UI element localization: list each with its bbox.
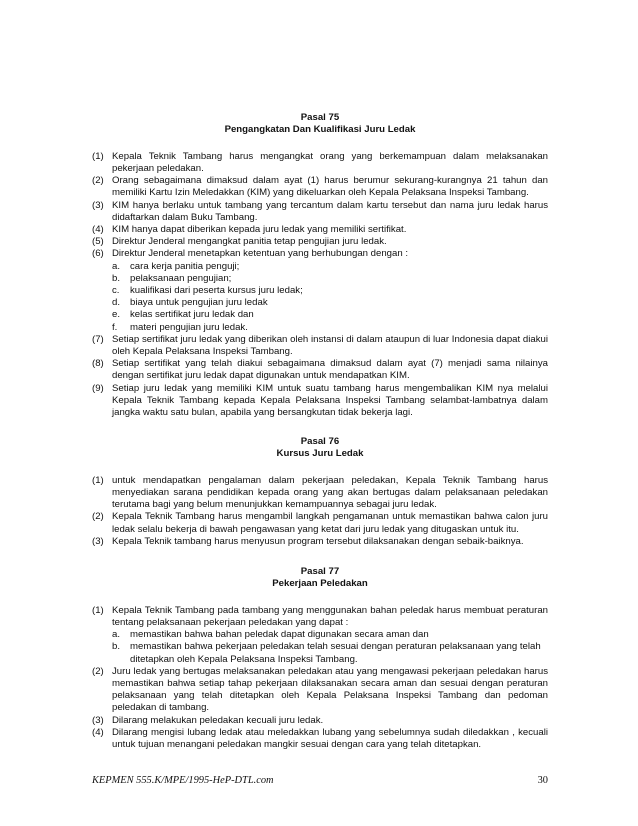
sub-item: f. materi pengujian juru ledak. [112, 321, 248, 333]
sub-item: a. cara kerja panitia penguji; [112, 260, 240, 272]
list-item: (4) Dilarang mengisi lubang ledak atau meledakkan lubang yang sebelumnya sudah diledakkan , kecuali untuk tujuan menangani peledakan mangkir sesuai dengan cara yang telah ditetapkan. [92, 726, 548, 751]
footer-source: KEPMEN 555.K/MPE/1995-HeP-DTL.com [92, 775, 274, 786]
pasal-77-subtitle: Pekerjaan Peledakan [272, 578, 368, 590]
list-item: (7) Setiap sertifikat juru ledak yang diberikan oleh instansi di dalam ataupun di luar Indonesia dapat diakui oleh Kepala Pelaksana Inspeksi Tambang. [92, 333, 548, 358]
pasal-75-section [92, 112, 548, 419]
list-item: (1) Kepala Teknik Tambang harus mengangkat orang yang berkemampuan dalam melaksanakan pekerjaan peledakan. [92, 150, 548, 175]
sub-item: e. kelas sertifikat juru ledak dan [112, 309, 254, 321]
pasal-75-subtitle: Pengangkatan Dan Kualifikasi Juru Ledak [224, 124, 416, 136]
list-item: (5) Direktur Jenderal mengangkat panitia tetap pengujian juru ledak. [92, 236, 387, 248]
pasal-76-section [92, 436, 548, 548]
pasal-77-section [92, 566, 548, 751]
list-item: (3) Dilarang melakukan peledakan kecuali juru ledak. [92, 714, 324, 726]
sub-item: a. memastikan bahwa bahan peledak dapat digunakan secara aman dan [112, 629, 429, 641]
sub-item: b. memastikan bahwa pekerjaan peledakan telah sesuai dengan peraturan pelaksanaan yang telah ditetapkan oleh Kepala Pelaksana Inspeksi Tambang. [112, 641, 541, 665]
list-item: (4) KIM hanya dapat diberikan kepada juru ledak yang memiliki sertifikat. [92, 224, 407, 236]
list-item: (1) untuk mendapatkan pengalaman dalam pekerjaan peledakan, Kepala Teknik Tambang harus menyediakan sarana pendidikan kepada orang yang akan bertugas dalam pelaksanaan peledakan terutama bagi yang belum menunjukkan kemampuannya sebagai juru ledak. [92, 474, 548, 511]
pasal-76-title: Pasal 76 [300, 436, 340, 447]
list-item: (8) Setiap sertifikat yang telah diakui sebagaimana dimaksud dalam ayat (7) menjadi sama nilainya dengan sertifikat juru ledak dapat digunakan untuk mendapatkan KIM. [92, 358, 548, 382]
page-number: 30 [537, 775, 548, 786]
list-item: (2) Orang sebagaimana dimaksud dalam ayat (1) harus berumur sekurang-kurangnya 21 tahun dan memiliki Kartu Izin Meledakkan (KIM) yang dikeluarkan oleh Kepala Pelaksana Inspeksi Tambang. [92, 175, 548, 199]
list-item: (6) Direktur Jenderal menetapkan ketentuan yang berhubungan dengan : [92, 248, 409, 260]
list-item: (3) KIM hanya berlaku untuk tambang yang tercantum dalam kartu tersebut dan nama juru ledak harus didaftarkan dalam Buku Tambang. [92, 199, 548, 223]
list-item: (2) Kepala Teknik Tambang harus mengambil langkah pengamanan untuk memastikan bahwa calon juru ledak selalu bekerja di bawah pengawasan yang ketat dari juru ledak yang ditugaskan untuk itu. [92, 511, 548, 535]
pasal-75-title: Pasal 75 [300, 112, 340, 123]
list-item: (3) Kepala Teknik tambang harus menyusun program tersebut dilaksanakan dengan sebaik-baiknya. [92, 535, 524, 547]
list-item: (9) Setiap juru ledak yang memiliki KIM untuk suatu tambang harus mengembalikan KIM nya melalui Kepala Teknik Tambang kepada Kepala Pelaksana Inspeksi Tambang selambat-lambatnya dalam jangka waktu satu bulan, apabila yang bersangkutan tidak bekerja lagi. [92, 382, 548, 419]
sub-item: b. pelaksanaan pengujian; [112, 272, 232, 284]
list-item: (1) Kepala Teknik Tambang pada tambang yang menggunakan bahan peledak harus membuat peraturan tentang pelaksanaan pekerjaan peledakan yang dapat : [92, 604, 548, 629]
sub-item: c. kualifikasi dari peserta kursus juru ledak; [112, 285, 303, 297]
list-item: (2) Juru ledak yang bertugas melaksanakan peledakan atau yang mengawasi pekerjaan peledakan harus memastikan bahwa setiap tahap pekerjaan dilaksanakan secara aman dan sesuai dengan peraturan pelaksanaan yang telah ditetapkan oleh Kepala Pelaksana Inspeksi Tambang dan pedoman peledakan di tambang. [92, 665, 548, 714]
sub-item: d. biaya untuk pengujian juru ledak [112, 297, 268, 309]
pasal-76-subtitle: Kursus Juru Ledak [276, 448, 364, 460]
pasal-77-title: Pasal 77 [300, 566, 340, 577]
